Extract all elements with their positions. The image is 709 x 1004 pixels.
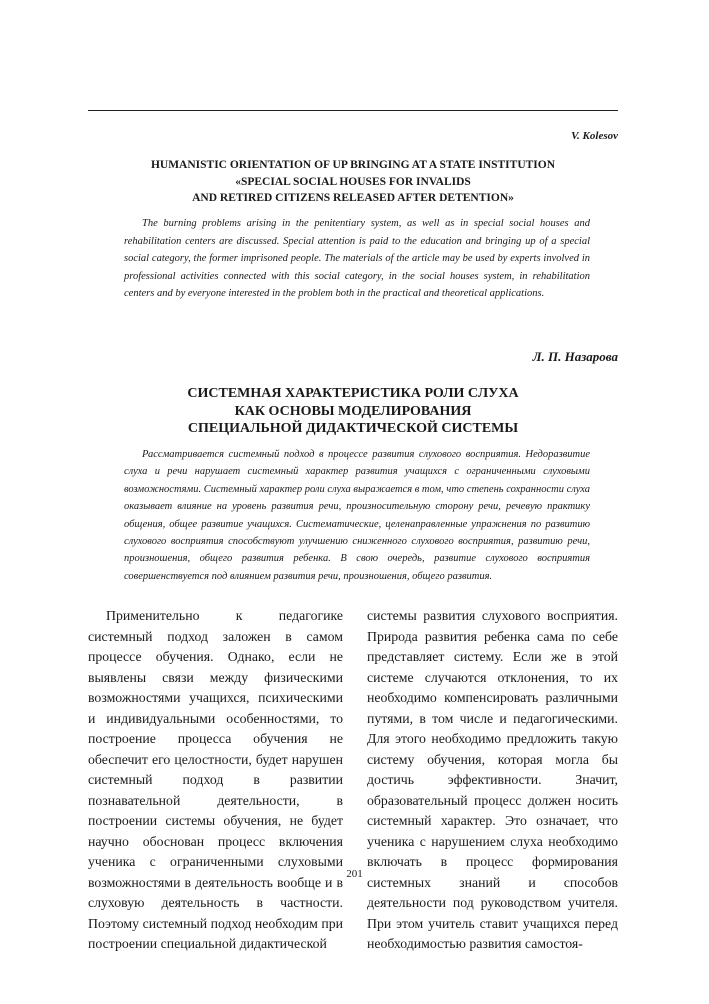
title-ru-line-2: КАК ОСНОВЫ МОДЕЛИРОВАНИЯ	[234, 403, 472, 419]
header-rule	[88, 110, 618, 111]
title-ru-line-3: СПЕЦИАЛЬНОЙ ДИДАКТИЧЕСКОЙ СИСТЕМЫ	[187, 421, 519, 436]
body-column-left: Применительно к педагогике системный подход заложен в самом процессе обучения. Однако, если не выявлены связи между физическими возможностями учащихся, психическими и индивидуальными особенностями, то построение процесса обучения не обеспечит его целостности, будет нарушен системный подход в развитии познавательной деятельности, в построении системы обучения, не будет научно обоснован процесс включения ученика с ограниченными слуховыми возможностями в деятельность вообще и в слуховую деятельность в частности. Поэтому системный подход необходим при построении специальной дидактической	[88, 608, 343, 951]
body-column-right: системы развития слухового восприятия. Природа развития ребенка сама по себе представляет систему. Если же в этой системе случаются отклонения, то их необходимо компенсировать различными путями, в том числе и педагогическими. Для этого необходимо предложить такую систему обучения, которая могла бы достичь эффективности. Значит, образовательный процесс должен носить системный характер. Это означает, что ученика с нарушением слуха необходимо включать в процесс формирования системных знаний и способов деятельности под руководством учителя. При этом учитель ставит учащихся перед необходимостью развития самостоя-	[367, 608, 618, 951]
article-title-en	[88, 157, 618, 207]
article-title-ru	[88, 385, 618, 438]
title-ru-line-1: СИСТЕМНАЯ ХАРАКТЕРИСТИКА РОЛИ СЛУХА	[187, 386, 519, 401]
abstract-en: The burning problems arising in the penitentiary system, as well as in special social houses and rehabilitation centers are discussed. Special attention is paid to the education and bringing up of a special social category, the former imprisoned people. The materials of the article may be used by experts involved in professional activities connected with this social category, in the social houses system, in rehabilitation centers and by everyone interested in the problem both in the practical and theoretical applications.	[124, 218, 590, 299]
author-name-ru: Л. П. Назарова	[532, 349, 618, 364]
author-name-en: V. Kolesov	[571, 130, 618, 142]
abstract-ru: Рассматривается системный подход в процессе развития слухового восприятия. Недоразвитие слуха и речи нарушает системный характер развития учащихся с ограниченными слуховыми возможностями. Системный характер роли слуха выражается в том, что степень сохранности слуха оказывает влияние на уровень развития речи, произносительную сторону речи, речевую практику общения, общее развитие учащихся. Систематические, целенаправленные упражнения по развитию слухового восприятия способствуют улучшению сниженного слухового восприятия, развитию речи, произношения, общего развития ребенка. В свою очередь, развитие слухового восприятия совершенствуется под влиянием развития речи, произношения, общего развития.	[124, 449, 590, 582]
title-en-line-3: AND RETIRED CITIZENS RELEASED AFTER DETENTION»	[192, 192, 514, 204]
title-en-line-1: HUMANISTIC ORIENTATION OF UP BRINGING AT A STATE INSTITUTION	[150, 159, 556, 171]
page-number: 201	[346, 868, 363, 880]
title-en-line-2: «SPECIAL SOCIAL HOUSES FOR INVALIDS	[235, 175, 471, 188]
